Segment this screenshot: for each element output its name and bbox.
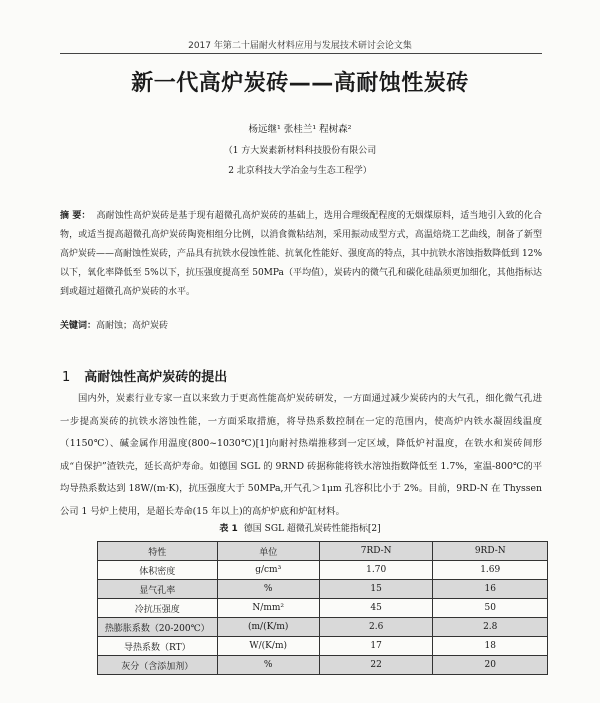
table-cell: 导热系数（RT） [98,637,218,656]
section-body: 国内外，炭素行业专家一直以来致力于更高性能高炉炭砖研发，一方面通过减少炭砖内的大气孔，细化微气孔进一步提高炭砖的抗铁水溶蚀性能，一方面采取措施，将导热系数控制在一定的范围内，使高炉内铁水凝固线温度（1150℃）、碱金属作用温度(800~1030℃)[1]向耐衬热端推移到一定区域，降低炉衬温度，在铁水和炭砖间形成“自保护”渣铁壳，延长高炉寿命。如德国 SGL 的 9RND 砖据称能将铁水溶蚀指数降低至 1.7%，室温-800℃的平均导热系数达到 18W/(m·K)，抗压强度大于 50MPa,开气孔＞1μm 孔容积比小于 2%。目前，9RD-N 在 Thyssen 公司 1 号炉上使用，是超长寿命(15 年以上)的高炉炉底和炉缸材料。 [60,393,542,517]
table-cell: 16 [433,580,548,599]
table-cell: 显气孔率 [98,580,218,599]
table-header-cell: 单位 [217,542,319,561]
section-number: 1 [62,370,71,385]
table-row [98,599,548,618]
table-cell: 50 [433,599,548,618]
table-cell: 2.6 [319,618,433,637]
affiliation-1: （1 方大炭素新材料科技股份有限公司 [223,146,377,156]
table-caption-text: 德国 SGL 超微孔炭砖性能指标[2] [243,524,381,534]
table-cell: % [217,656,319,675]
table-cell: (m/(K/m) [217,618,319,637]
table-header-cell: 7RD-N [319,542,433,561]
table-cell: 灰分（含添加剂） [98,656,218,675]
table-number: 表 1 [219,524,238,534]
table-cell: 20 [433,656,548,675]
table-cell: 体积密度 [98,561,218,580]
table-cell: 22 [319,656,433,675]
table-cell: N/mm² [217,599,319,618]
table-header-row [98,542,548,561]
table-cell: g/cm³ [217,561,319,580]
abstract [60,207,542,302]
table-cell: 1.70 [319,561,433,580]
running-header: 2017 年第二十届耐火材料应用与发展技术研讨会论文集 [188,41,412,51]
table-header-cell: 特性 [98,542,218,561]
table-cell: % [217,580,319,599]
table-row [98,561,548,580]
keywords-label: 关键词： [60,321,97,331]
authors: 杨远继¹ 张桂兰¹ 程树森² [248,124,352,135]
table-cell: W/(K/m) [217,637,319,656]
table-header-cell: 9RD-N [433,542,548,561]
table-cell: 17 [319,637,433,656]
abstract-text: 高耐蚀性高炉炭砖是基于现有超微孔高炉炭砖的基础上，选用合理级配程度的无烟煤原料，适当地引入致的化合物，或适当提高超微孔高炉炭砖陶瓷相组分比例，以消食微粘结剂，采用振动成型方式，高温焙烧工艺曲线，制备了新型高炉炭砖——高耐蚀性炭砖，产品具有抗铁水侵蚀性能、抗氧化性能好、强度高的特点，其中抗铁水溶蚀指数降低到 12%以下，氧化率降低至 5%以下，抗压强度提高至 50MPa（平均值），炭砖内的微气孔和碳化硅晶须更加细化，其他指标达到或超过超微孔高炉炭砖的水平。 [60,211,542,297]
table-cell: 热膨胀系数（20-200℃） [98,618,218,637]
table-cell: 18 [433,637,548,656]
table-cell: 45 [319,599,433,618]
affiliation-2: 2 北京科技大学冶金与生态工程学） [228,166,372,176]
table-caption [60,521,540,534]
table-cell: 15 [319,580,433,599]
section-title: 高耐蚀性高炉炭砖的提出 [84,370,228,385]
header-rule [60,53,542,54]
properties-table [97,541,548,675]
table-cell: 1.69 [433,561,548,580]
abstract-label: 摘 要： [60,211,91,221]
section-heading [62,366,227,385]
table-row [98,637,548,656]
table-cell: 2.8 [433,618,548,637]
table-row [98,618,548,637]
keywords [60,318,542,331]
table-row [98,656,548,675]
paper-title: 新一代高炉炭砖——高耐蚀性炭砖 [131,71,469,96]
table-row [98,580,548,599]
keywords-text: 高耐蚀；高炉炭砖 [96,321,169,331]
table-cell: 冷抗压强度 [98,599,218,618]
